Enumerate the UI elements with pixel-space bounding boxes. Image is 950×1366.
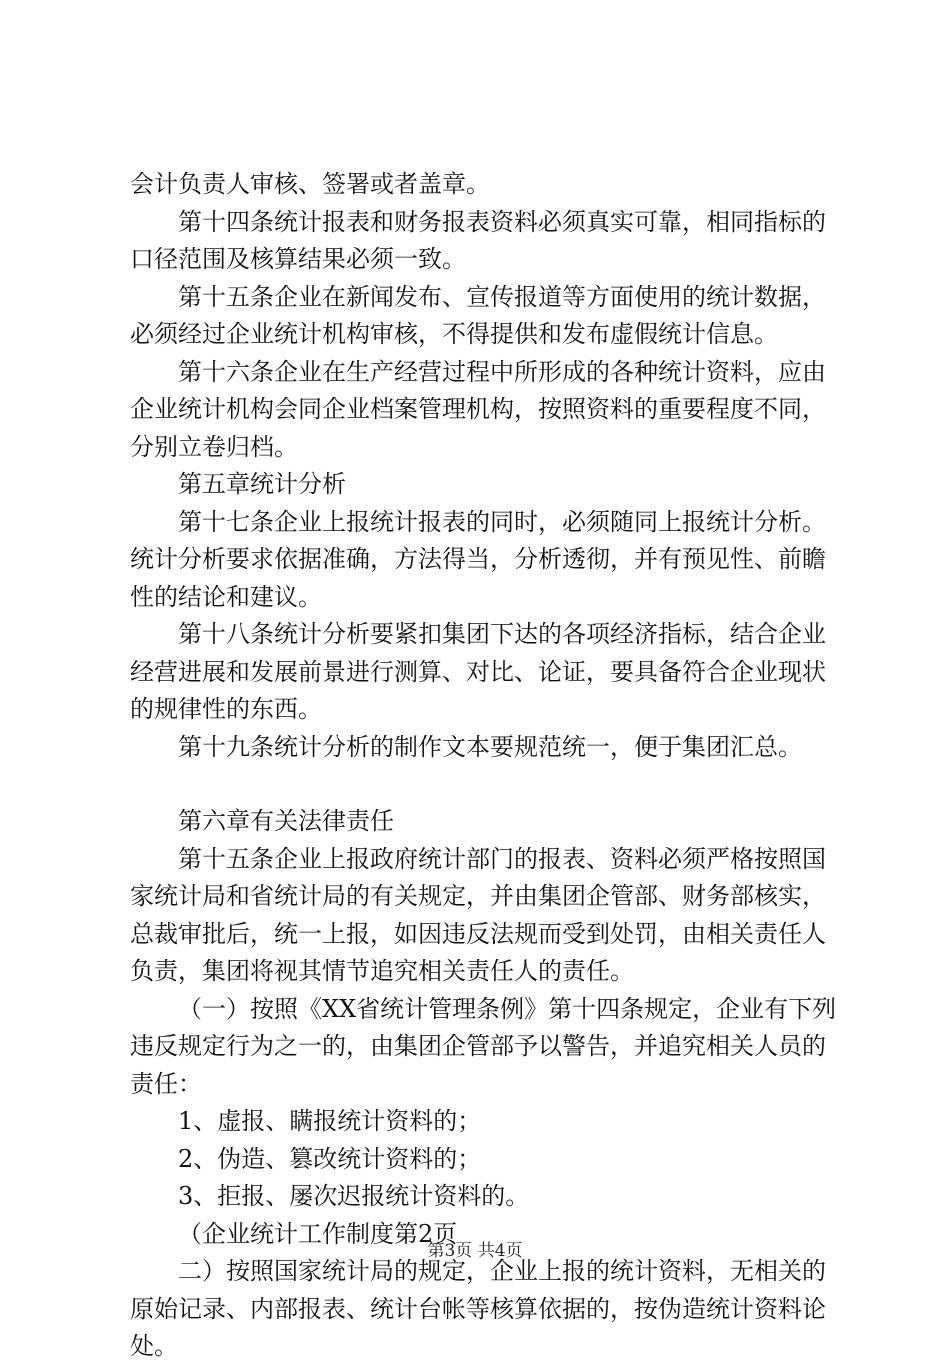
clause-2: 二）按照国家统计局的规定，企业上报的统计资料，无相关的原始记录、内部报表、统计台帐等核算依据的，按伪造统计资料论处。 — [130, 1257, 826, 1360]
clause-1: （一）按照《XX省统计管理条例》第十四条规定，企业有下列违反规定行为之一的，由集团企管部予以警告，并追究相关人员的责任： — [130, 994, 837, 1098]
article-14: 第十四条统计报表和财务报表资料必须真实可靠，相同指标的口径范围及核算结果必须一致。 — [130, 207, 826, 273]
article-17: 第十七条企业上报统计报表的同时，必须随同上报统计分析。统计分析要求依据准确，方法得当，分析透彻，并有预见性、前瞻性的结论和建议。 — [130, 507, 826, 611]
article-15: 第十五条企业在新闻发布、宣传报道等方面使用的统计数据，必须经过企业统计机构审核，不得提供和发布虚假统计信息。 — [130, 282, 826, 348]
article-18: 第十八条统计分析要紧扣集团下达的各项经济指标，结合企业经营进展和发展前景进行测算、对比、论证，要具备符合企业现状的规律性的东西。 — [130, 620, 826, 723]
article-16: 第十六条企业在生产经营过程中所形成的各种统计资料，应由企业统计机构会同企业档案管理机构，按照资料的重要程度不同，分别立卷归档。 — [130, 357, 826, 461]
article-19: 第十九条统计分析的制作文本要规范统一，便于集团汇总。 — [178, 732, 802, 761]
paragraph-continuation: 会计负责人审核、签署或者盖章。 — [130, 170, 490, 198]
list-item-2: 2、伪造、篡改统计资料的； — [178, 1144, 482, 1173]
list-item-1: 1、虚报、瞒报统计资料的； — [178, 1107, 482, 1135]
page-reference: （企业统计工作制度第2页 — [178, 1219, 458, 1248]
chapter-6-heading: 第六章有关法律责任 — [178, 807, 394, 835]
page-footer: 第3页 共4页 — [427, 1241, 523, 1261]
article-15-liability: 第十五条企业上报政府统计部门的报表、资料必须严格按照国家统计局和省统计局的有关规定，并由集团企管部、财务部核实，总裁审批后，统一上报，如因违反法规而受到处罚，由相关责任人负责，集团将视其情节追究相关责任人的责任。 — [130, 844, 826, 985]
paragraph-gap — [130, 766, 842, 803]
chapter-5-heading: 第五章统计分析 — [178, 470, 346, 498]
list-item-3: 3、拒报、屡次迟报统计资料的。 — [178, 1182, 530, 1210]
document-body — [130, 166, 842, 1366]
